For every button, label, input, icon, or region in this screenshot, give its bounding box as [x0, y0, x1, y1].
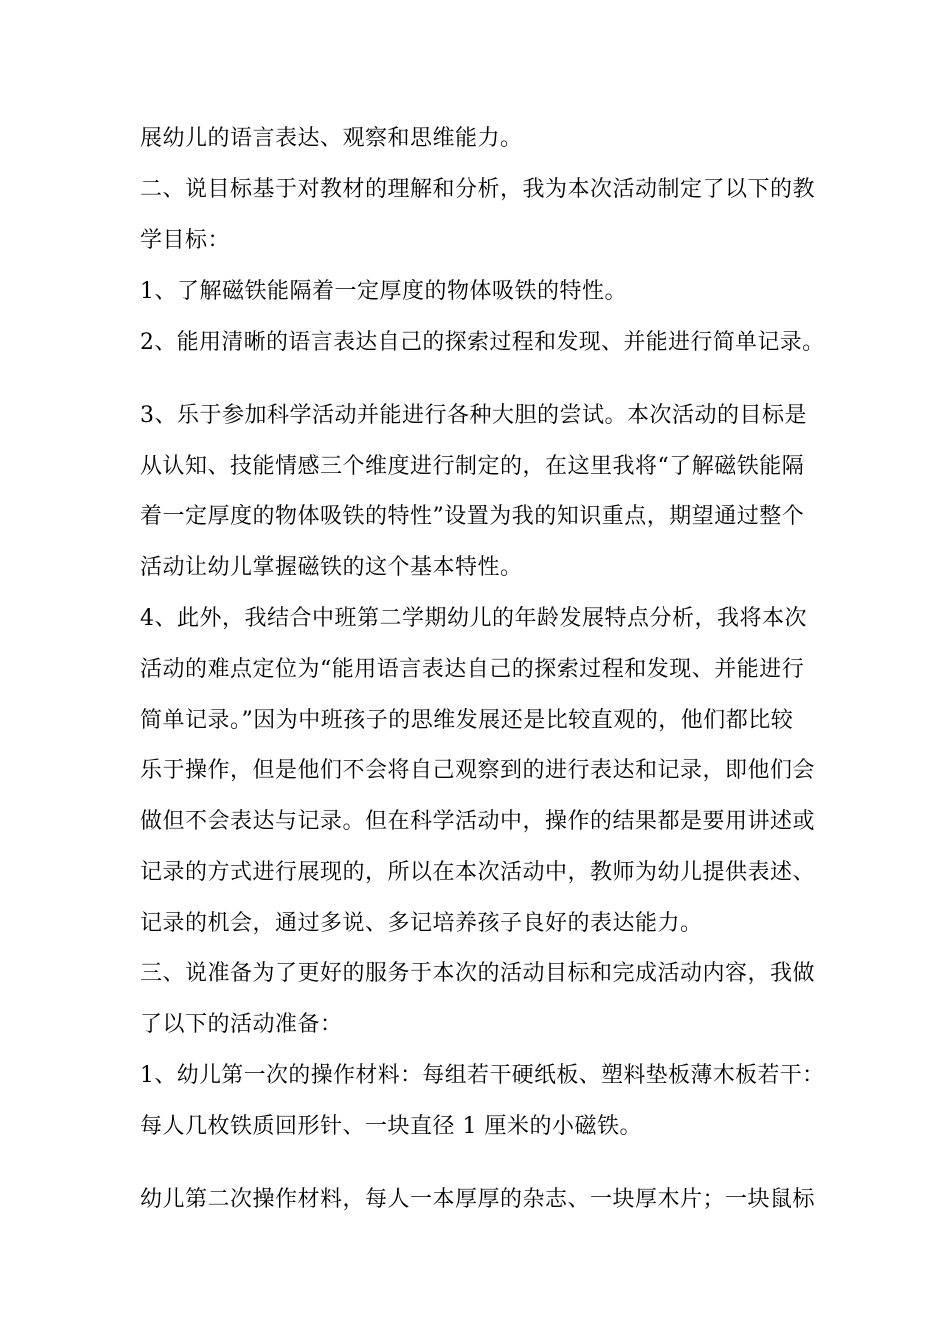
text-line: 幼儿第二次操作材料，每人一本厚厚的杂志、一块厚木片；一块鼠标 — [140, 1187, 816, 1212]
text-line: 4、此外，我结合中班第二学期幼儿的年龄发展特点分析，我将本次 — [140, 606, 807, 631]
text-line: 1、幼儿第一次的操作材料：每组若干硬纸板、塑料垫板薄木板若干： — [140, 1063, 825, 1088]
text-line: 三、说准备为了更好的服务于本次的活动目标和完成活动内容，我做 — [140, 961, 816, 986]
text-line: 从认知、技能情感三个维度进行制定的，在这里我将“了解磁铁能隔 — [140, 454, 805, 479]
text-line: 3、乐于参加科学活动并能进行各种大胆的尝试。本次活动的目标是 — [140, 403, 807, 428]
text-line: 记录的方式进行展现的，所以在本次活动中，教师为幼儿提供表述、 — [140, 860, 816, 885]
text-line: 每人几枚铁质回形针、一块直径 1 厘米的小磁铁。 — [140, 1114, 642, 1139]
text-line: 展幼儿的语言表达、观察和思维能力。 — [140, 126, 523, 151]
text-line: 活动的难点定位为“能用语言表达自己的探索过程和发现、并能进行 — [140, 657, 805, 682]
text-line: 简单记录。”因为中班孩子的思维发展还是比较直观的，他们都比较 — [140, 708, 794, 733]
text-line: 着一定厚度的物体吸铁的特性”设置为我的知识重点，期望通过整个 — [140, 504, 805, 529]
text-line: 2、能用清晰的语言表达自己的探索过程和发现、并能进行简单记录。 — [140, 330, 825, 355]
text-line: 了以下的活动准备： — [140, 1012, 343, 1037]
text-line: 做但不会表达与记录。但在科学活动中，操作的结果都是要用讲述或 — [140, 809, 816, 834]
text-line: 乐于操作，但是他们不会将自己观察到的进行表达和记录，即他们会 — [140, 758, 816, 783]
text-line: 记录的机会，通过多说、多记培养孩子良好的表达能力。 — [140, 911, 703, 936]
text-line: 二、说目标基于对教材的理解和分析，我为本次活动制定了以下的教 — [140, 177, 816, 202]
text-line: 学目标： — [140, 228, 231, 253]
text-line: 1、了解磁铁能隔着一定厚度的物体吸铁的特性。 — [140, 279, 627, 304]
text-line: 活动让幼儿掌握磁铁的这个基本特性。 — [140, 555, 523, 580]
